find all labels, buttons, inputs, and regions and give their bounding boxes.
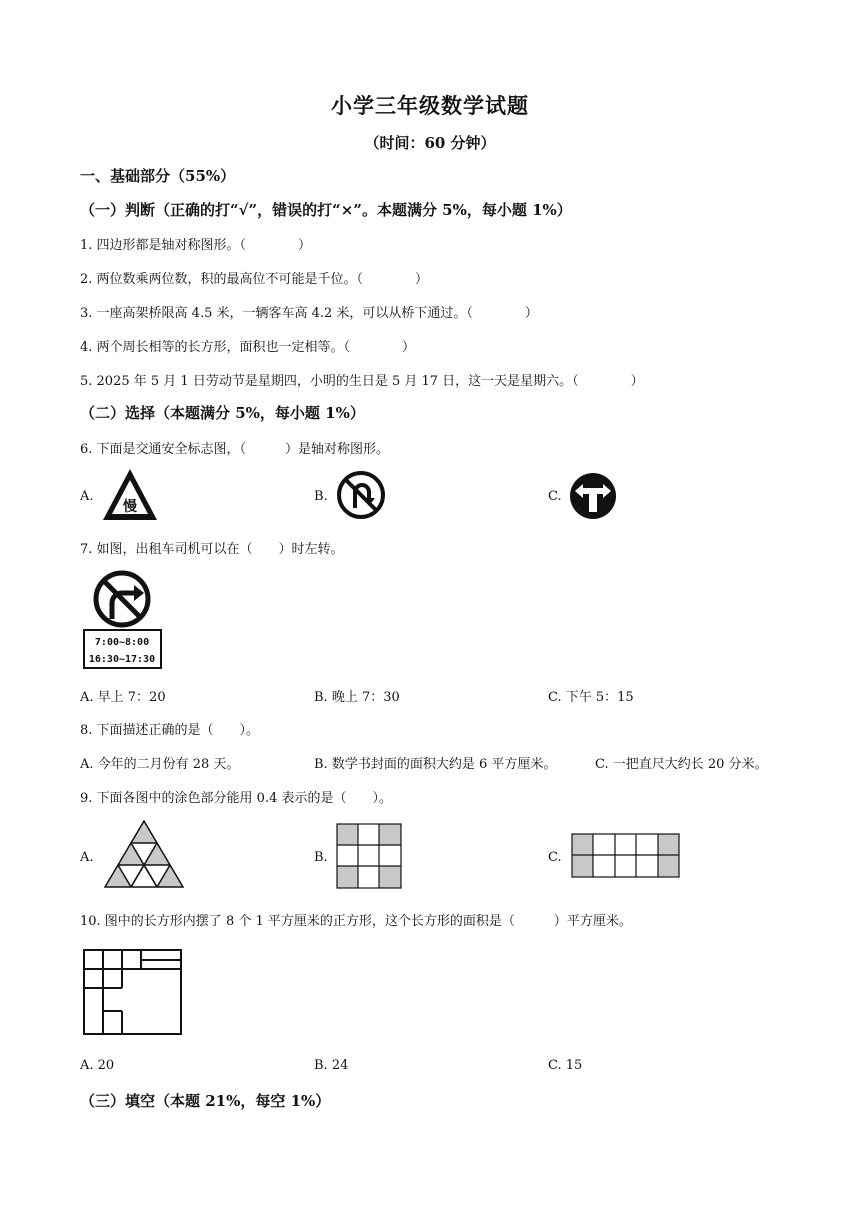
- time-sign-line-1: 7:00~8:00: [94, 637, 150, 648]
- question-8: 8. 下面描述正确的是（ ）。: [80, 723, 260, 738]
- q9-option-c-label: C.: [548, 850, 562, 865]
- question-10: 10. 图中的长方形内摆了 8 个 1 平方厘米的正方形，这个长方形的面积是（ ）平方厘米。: [80, 914, 632, 929]
- q10-option-b: B. 24: [314, 1058, 349, 1073]
- time-sign-line-2: 16:30~17:30: [88, 654, 156, 665]
- q7-option-a: A. 早上 7：20: [80, 690, 166, 705]
- q7-option-b: B. 晚上 7：30: [314, 690, 400, 705]
- part-one-heading: 一、基础部分（55%）: [80, 167, 236, 185]
- q6-option-c-label: C.: [548, 489, 562, 504]
- rectangle-with-squares-figure: [82, 947, 184, 1037]
- judge-item-1: 1. 四边形都是轴对称图形。（ ）: [80, 238, 312, 253]
- q8-option-b: B. 数学书封面的面积大约是 6 平方厘米。: [314, 757, 557, 772]
- fill-in-heading: （三）填空（本题 21%，每空 1%）: [80, 1092, 331, 1110]
- question-9: 9. 下面各图中的涂色部分能用 0.4 表示的是（ ）。: [80, 791, 392, 806]
- shaded-triangle-figure: [100, 818, 188, 894]
- shaded-square-grid-figure: [336, 823, 402, 889]
- slow-warning-sign-icon: [100, 466, 160, 524]
- judge-item-3: 3. 一座高架桥限高 4.5 米，一辆客车高 4.2 米，可以从桥下通过。（ ）: [80, 306, 538, 321]
- q10-option-a: A. 20: [80, 1058, 115, 1073]
- page-title: 小学三年级数学试题: [331, 93, 529, 118]
- q9-option-b-label: B.: [314, 850, 328, 865]
- question-7: 7. 如图，出租车司机可以在（ ）时左转。: [80, 542, 344, 557]
- question-6: 6. 下面是交通安全标志图，（ ）是轴对称图形。: [80, 442, 390, 457]
- judge-heading: （一）判断（正确的打“√”，错误的打“×”。本题满分 5%，每小题 1%）: [80, 201, 572, 219]
- q8-option-a: A. 今年的二月份有 28 天。: [80, 757, 240, 772]
- q10-option-c: C. 15: [548, 1058, 583, 1073]
- page-subtitle: （时间：60 分钟）: [364, 134, 496, 152]
- q8-option-c: C. 一把直尺大约长 20 分米。: [595, 757, 768, 772]
- no-left-turn-time-sign-icon: [82, 569, 164, 671]
- judge-item-4: 4. 两个周长相等的长方形，面积也一定相等。（ ）: [80, 340, 416, 355]
- q6-option-a-label: A.: [80, 489, 94, 504]
- slow-sign-text: 慢: [123, 499, 137, 515]
- turn-left-right-sign-icon: [569, 472, 617, 520]
- choice-heading: （二）选择（本题满分 5%，每小题 1%）: [80, 404, 365, 422]
- judge-item-5: 5. 2025 年 5 月 1 日劳动节是星期四，小明的生日是 5 月 17 日，这一天是星期六。（ ）: [80, 374, 644, 389]
- q7-option-c: C. 下午 5：15: [548, 690, 634, 705]
- no-u-turn-sign-icon: [336, 470, 386, 520]
- shaded-rectangle-grid-figure: [571, 833, 681, 879]
- q6-option-b-label: B.: [314, 489, 328, 504]
- judge-item-2: 2. 两位数乘两位数，积的最高位不可能是千位。（ ）: [80, 272, 429, 287]
- q9-option-a-label: A.: [80, 850, 94, 865]
